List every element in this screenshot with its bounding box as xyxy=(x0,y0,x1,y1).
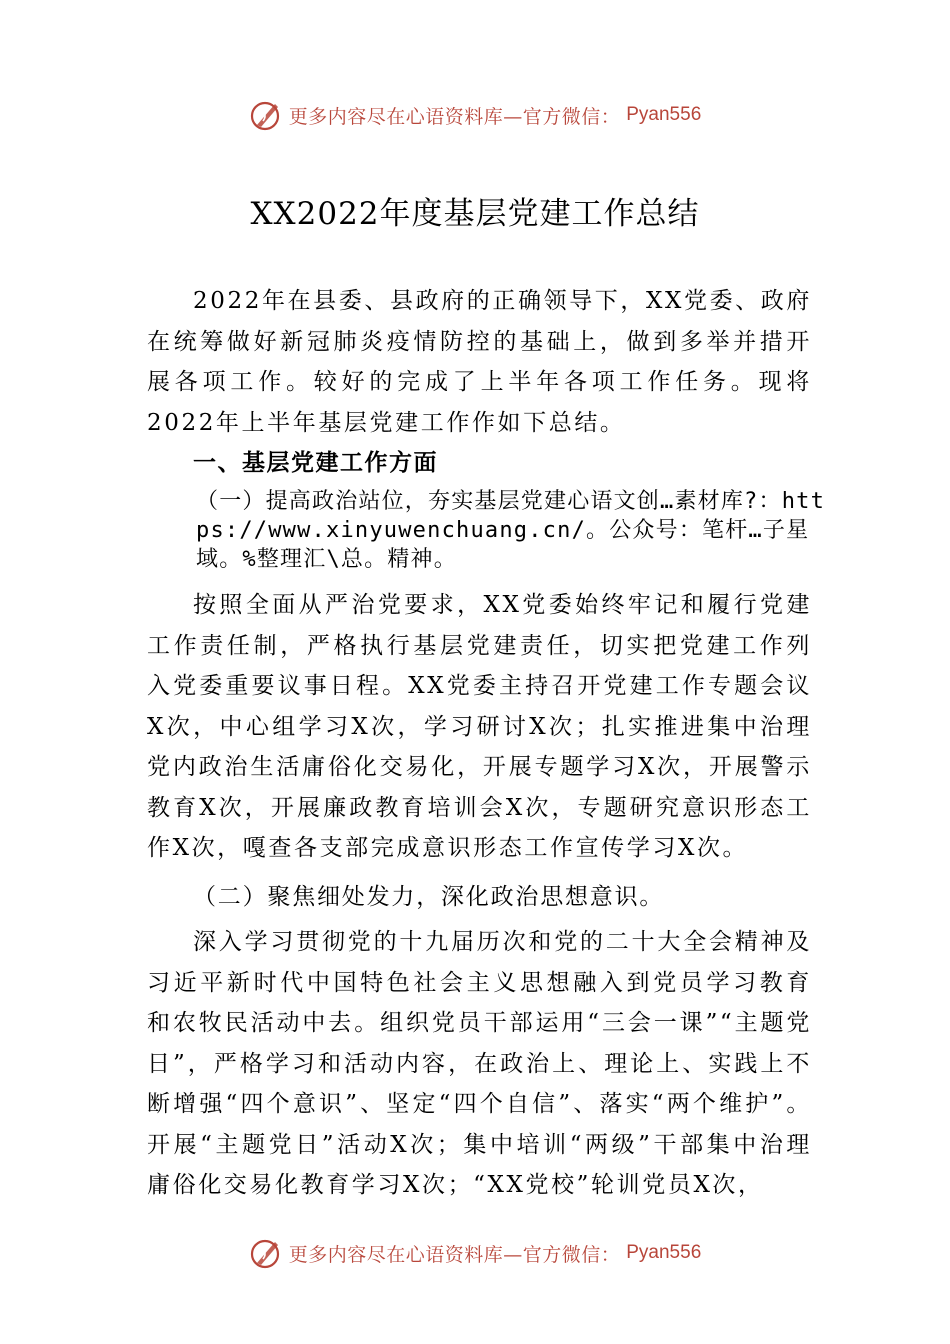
document-title: XX2022年度基层党建工作总结 xyxy=(250,196,700,232)
subsection-heading-2-text: （二）聚焦细处发力，深化政治思想意识。 xyxy=(193,884,665,910)
subsection-heading-2 xyxy=(147,877,812,918)
quill-logo-icon xyxy=(249,1236,283,1270)
watermark-footer xyxy=(0,1233,950,1273)
subsection-2-paragraph xyxy=(147,922,812,1206)
quill-logo-icon xyxy=(249,98,283,132)
watermark-text: 更多内容尽在心语资料库—官方微信： xyxy=(288,105,621,128)
subsection-2-text: 深入学习贯彻党的十九届历次和党的二十大全会精神及习近平新时代中国特色社会主义思想融入到党员学习教育和农牧民活动中去。组织党员干部运用“三会一课”“主题党日”，严格学习和活动内容，在政治上、理论上、实践上不断增强“四个意识”、坚定“四个自信”、落实“两个维护”。开展“主题党日”活动X次；集中培训“两级”干部集中治理庸俗化交易化教育学习X次；“XX党校”轮训党员X次， xyxy=(147,929,812,1198)
subsection-1-text: 按照全面从严治党要求，XX党委始终牢记和履行党建工作责任制，严格执行基层党建责任，切实把党建工作列入党委重要议事日程。XX党委主持召开党建工作专题会议X次，中心组学习X次，学习研讨X次；扎实推进集中治理党内政治生活庸俗化交易化，开展专题学习X次，开展警示教育X次，开展廉政教育培训会X次，专题研究意识形态工作X次，嘎查各支部完成意识形态工作宣传学习X次。 xyxy=(147,592,812,861)
watermark-wechat-id: Pyan556 xyxy=(626,1242,702,1263)
watermark-text: 更多内容尽在心语资料库—官方微信： xyxy=(288,1243,621,1266)
section-heading-text: 一、基层党建工作方面 xyxy=(193,450,438,476)
subsection-1-paragraph xyxy=(147,585,812,869)
intro-paragraph xyxy=(147,281,812,443)
watermark-wechat-id: Pyan556 xyxy=(626,104,702,125)
watermark-header xyxy=(0,95,950,135)
section-heading xyxy=(147,443,812,484)
intro-text: 2022年在县委、县政府的正确领导下，XX党委、政府在统筹做好新冠肺炎疫情防控的基础上，做到多举并措开展各项工作。较好的完成了上半年各项工作任务。现将2022年上半年基层党建工作作如下总结。 xyxy=(147,288,812,436)
subsection-heading-1: （一）提高政治站位，夯实基层党建心语文创…素材库?：https://www.xinyuwenchuang.cn/。公众号：笔杆…子星域。%整理汇\总。精神。 xyxy=(196,489,826,572)
